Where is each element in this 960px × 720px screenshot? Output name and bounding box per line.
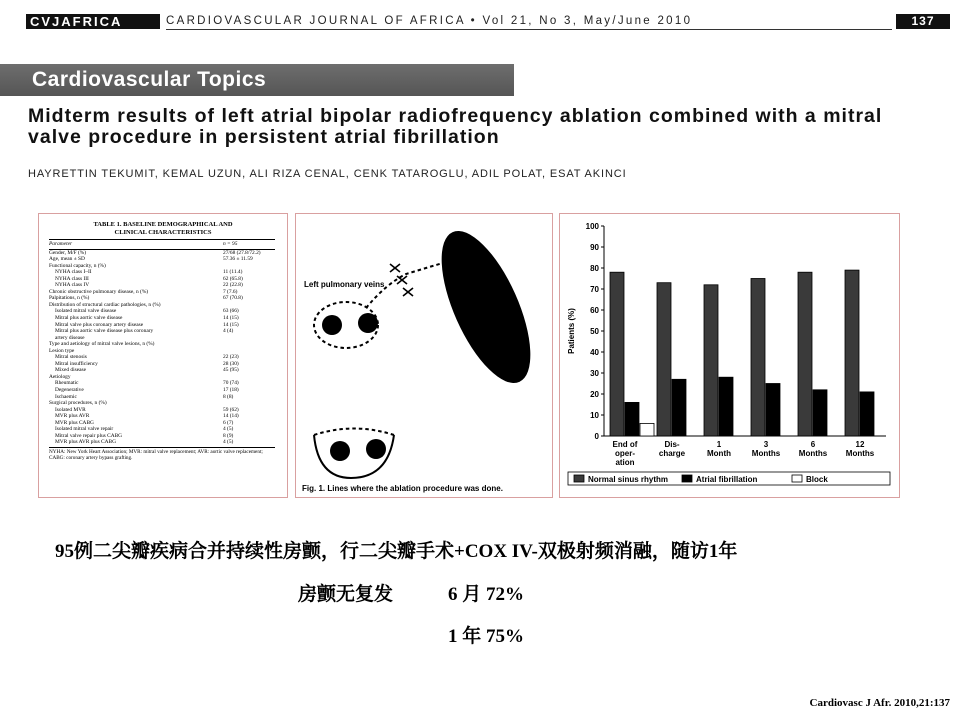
table-cell-label: Ischaemic: [55, 393, 77, 400]
table-title-line2: CLINICAL CHARACTERISTICS: [114, 229, 212, 236]
summary-line-1: 95例二尖瓣疾病合并持续性房颤，行二尖瓣手术+COX IV-双极射频消融，随访1年: [55, 541, 738, 562]
table-cell-label: Degenerative: [55, 387, 84, 394]
table-cell-value: 67 (70.8): [223, 295, 243, 302]
table-cell-label: Surgical procedures, n (%): [49, 400, 107, 407]
summary-line-2-label: 房颤无复发: [298, 584, 394, 605]
y-tick-label: 90: [590, 243, 599, 252]
table-cell-label: Isolated mitral valve disease: [55, 308, 117, 315]
y-tick-label: 70: [590, 285, 599, 294]
y-tick-label: 20: [590, 390, 599, 399]
x-tick-label: Months: [798, 449, 828, 458]
table-cell-value: 45 (95): [223, 367, 239, 374]
pulmonary-vein-right: [358, 313, 378, 333]
left-atrial-appendage-shape: [423, 219, 548, 395]
bar-normal-sinus-rhythm: [704, 285, 718, 436]
table-cell-value: 57.36 ± 11.59: [223, 256, 253, 263]
legend-label: Atrial fibrillation: [696, 475, 758, 484]
table-cell-value: 6 (7): [223, 419, 234, 426]
legend-swatch: [574, 475, 584, 482]
table-cell-label: Isolated MVR: [55, 406, 86, 413]
x-tick-label: 12: [855, 440, 865, 449]
legend-swatch: [682, 475, 692, 482]
section-banner: Cardiovascular Topics: [0, 64, 514, 96]
table-cell-label: Aetiology: [49, 373, 71, 380]
table-cell-label: Mitral valve repair plus CABG: [55, 432, 123, 439]
table-footnote: NYHA: New York Heart Association; MVR: mitral valve replacement; AVR: aortic valve replacement; CABG: coronary artery bypass grafting.: [49, 447, 275, 461]
table-cell-label: Isolated mitral valve repair: [55, 426, 114, 433]
table-cell-value: 70 (74): [223, 380, 239, 387]
bar-normal-sinus-rhythm: [657, 283, 671, 436]
table-cell-label: Palpitations, n (%): [49, 295, 90, 302]
x-tick-label: Months: [845, 449, 875, 458]
table-cell-label: MVR plus AVR plus CABG: [55, 439, 117, 446]
table-cell-value: 14 (15): [223, 321, 239, 328]
bar-atrial-fibrillation: [719, 377, 733, 436]
y-tick-label: 80: [590, 264, 599, 273]
x-tick-label: Months: [751, 449, 781, 458]
table-cell-value: 22 (22.8): [223, 282, 243, 289]
table-cell-value: 62 (65.8): [223, 275, 243, 282]
mitral-ablation-line: [314, 429, 394, 436]
summary-line-2-value: 6 月 72%: [448, 584, 525, 605]
x-tick-label: Month: [707, 449, 731, 458]
table-cell-value: 8 (8): [223, 393, 234, 400]
x-tick-label: oper-: [615, 449, 635, 458]
bar-normal-sinus-rhythm: [751, 279, 765, 437]
bar-normal-sinus-rhythm: [610, 272, 624, 436]
table-cell-label: Mitral stenosis: [55, 354, 87, 361]
journal-logo: CVJAFRICA: [26, 14, 160, 29]
x-tick-label: 1: [716, 440, 722, 449]
table-cell-label: Mitral valve plus coronary artery disease: [55, 321, 144, 328]
y-tick-label: 10: [590, 411, 599, 420]
journal-title-line: CARDIOVASCULAR JOURNAL OF AFRICA • Vol 21, No 3, May/June 2010: [166, 14, 892, 30]
y-tick-label: 60: [590, 306, 599, 315]
table-cell-value: 17 (18): [223, 387, 239, 394]
table-cell-value: 8 (9): [223, 432, 234, 439]
table-cell-value: 4 (4): [223, 328, 234, 335]
baseline-table: [49, 239, 275, 446]
y-tick-label: 100: [585, 222, 599, 231]
bar-normal-sinus-rhythm: [845, 270, 859, 436]
table-cell-label: Gender, M/F (%): [49, 249, 87, 256]
legend-label: Normal sinus rhythm: [588, 475, 669, 484]
suture-marks: [390, 264, 413, 296]
table-header-value: n = 95: [219, 240, 275, 250]
table-cell-value: 11 (11.4): [223, 269, 243, 276]
bar-atrial-fibrillation: [766, 384, 780, 437]
table-panel: [38, 213, 288, 498]
bar-atrial-fibrillation: [813, 390, 827, 436]
x-tick-label: 3: [763, 440, 769, 449]
table-cell-label: Mitral plus aortic valve disease plus coronary: [55, 328, 154, 335]
table-cell-label: MVR plus CABG: [55, 419, 94, 426]
table-cell-value: 28 (30): [223, 360, 239, 367]
table-cell-label: Age, mean ± SD: [49, 256, 85, 263]
table-cell-value: 27/68 (27.8/72.2): [223, 249, 261, 256]
y-axis-title: Patients (%): [567, 308, 576, 354]
legend-label: Block: [806, 475, 828, 484]
table-cell-label: NYHA class III: [55, 275, 89, 282]
bar-atrial-fibrillation: [672, 379, 686, 436]
citation: Cardiovasc J Afr. 2010,21:137: [809, 697, 950, 709]
table-header-parameter: Parameter: [49, 240, 219, 250]
left-pulmonary-veins-label: Left pulmonary veins: [304, 280, 385, 289]
table-cell-value: 14 (15): [223, 315, 239, 322]
table-cell-value: 4 (5): [223, 439, 234, 446]
table-row: [49, 249, 275, 256]
legend-swatch: [792, 475, 802, 482]
diagram-panel: [295, 213, 553, 498]
table-title: [39, 221, 287, 237]
figure-caption: Fig. 1. Lines where the ablation procedure was done.: [302, 484, 503, 493]
table-cell-value: 22 (23): [223, 354, 239, 361]
table-cell-value: 7 (7.6): [223, 288, 238, 295]
article-title: Midterm results of left atrial bipolar radiofrequency ablation combined with a mitral valve procedure in persistent atrial fibrillation: [28, 105, 883, 148]
table-cell-value: 63 (66): [223, 308, 239, 315]
bar-atrial-fibrillation: [860, 392, 874, 436]
table-cell-label: Mixed disease: [55, 367, 86, 374]
mitral-dot-left: [330, 441, 350, 461]
table-row: [49, 439, 275, 446]
pulmonary-vein-left: [322, 315, 342, 335]
table-cell-value: 59 (62): [223, 406, 239, 413]
y-tick-label: 0: [594, 432, 599, 441]
table-cell-label: Lesion type: [49, 347, 75, 354]
y-tick-label: 30: [590, 369, 599, 378]
rhythm-bar-chart: [560, 214, 899, 497]
table-cell-label: Mitral plus aortic valve disease: [55, 315, 123, 322]
table-cell-label: Functional capacity, n (%): [49, 262, 106, 269]
bar-normal-sinus-rhythm: [798, 272, 812, 436]
summary-line-3-value: 1 年 75%: [448, 626, 525, 647]
table-cell-label: NYHA class IV: [55, 282, 90, 289]
x-tick-label: charge: [658, 449, 686, 458]
table-cell-label: Distribution of structural cardiac pathologies, n (%): [49, 301, 161, 308]
table-cell-label: Mitral insufficiency: [55, 360, 98, 367]
table-header-row: [49, 240, 275, 250]
bar-atrial-fibrillation: [625, 402, 639, 436]
chart-panel: [559, 213, 900, 498]
table-cell-label: MVR plus AVR: [55, 413, 90, 420]
page-number: 137: [896, 14, 950, 29]
x-tick-label: ation: [615, 458, 635, 467]
mitral-dot-right: [366, 439, 386, 459]
table-cell-label: NYHA class I–II: [55, 269, 92, 276]
table-cell-value: 14 (14): [223, 413, 239, 420]
table-cell-label: artery disease: [55, 334, 85, 341]
table-cell-label: Type and aetiology of mitral valve lesions, n (%): [49, 341, 155, 348]
table-cell-value: 4 (5): [223, 426, 234, 433]
article-authors: HAYRETTIN TEKUMIT, KEMAL UZUN, ALI RIZA CENAL, CENK TATAROGLU, ADIL POLAT, ESAT AKINCI: [28, 168, 627, 180]
bar-block: [640, 423, 654, 436]
table-cell-label: Rheumatic: [55, 380, 79, 387]
journal-header: [0, 12, 960, 32]
ablation-diagram: [296, 214, 552, 497]
table-body: [49, 249, 275, 446]
x-tick-label: 6: [810, 440, 816, 449]
x-tick-label: Dis-: [664, 440, 680, 449]
y-tick-label: 40: [590, 348, 599, 357]
table-cell-label: Chronic obstructive pulmonary disease, n (%): [49, 288, 149, 295]
y-tick-label: 50: [590, 327, 599, 336]
x-tick-label: End of: [612, 440, 638, 449]
table-title-line1: TABLE 1. BASELINE DEMOGRAPHICAL AND: [93, 221, 233, 228]
